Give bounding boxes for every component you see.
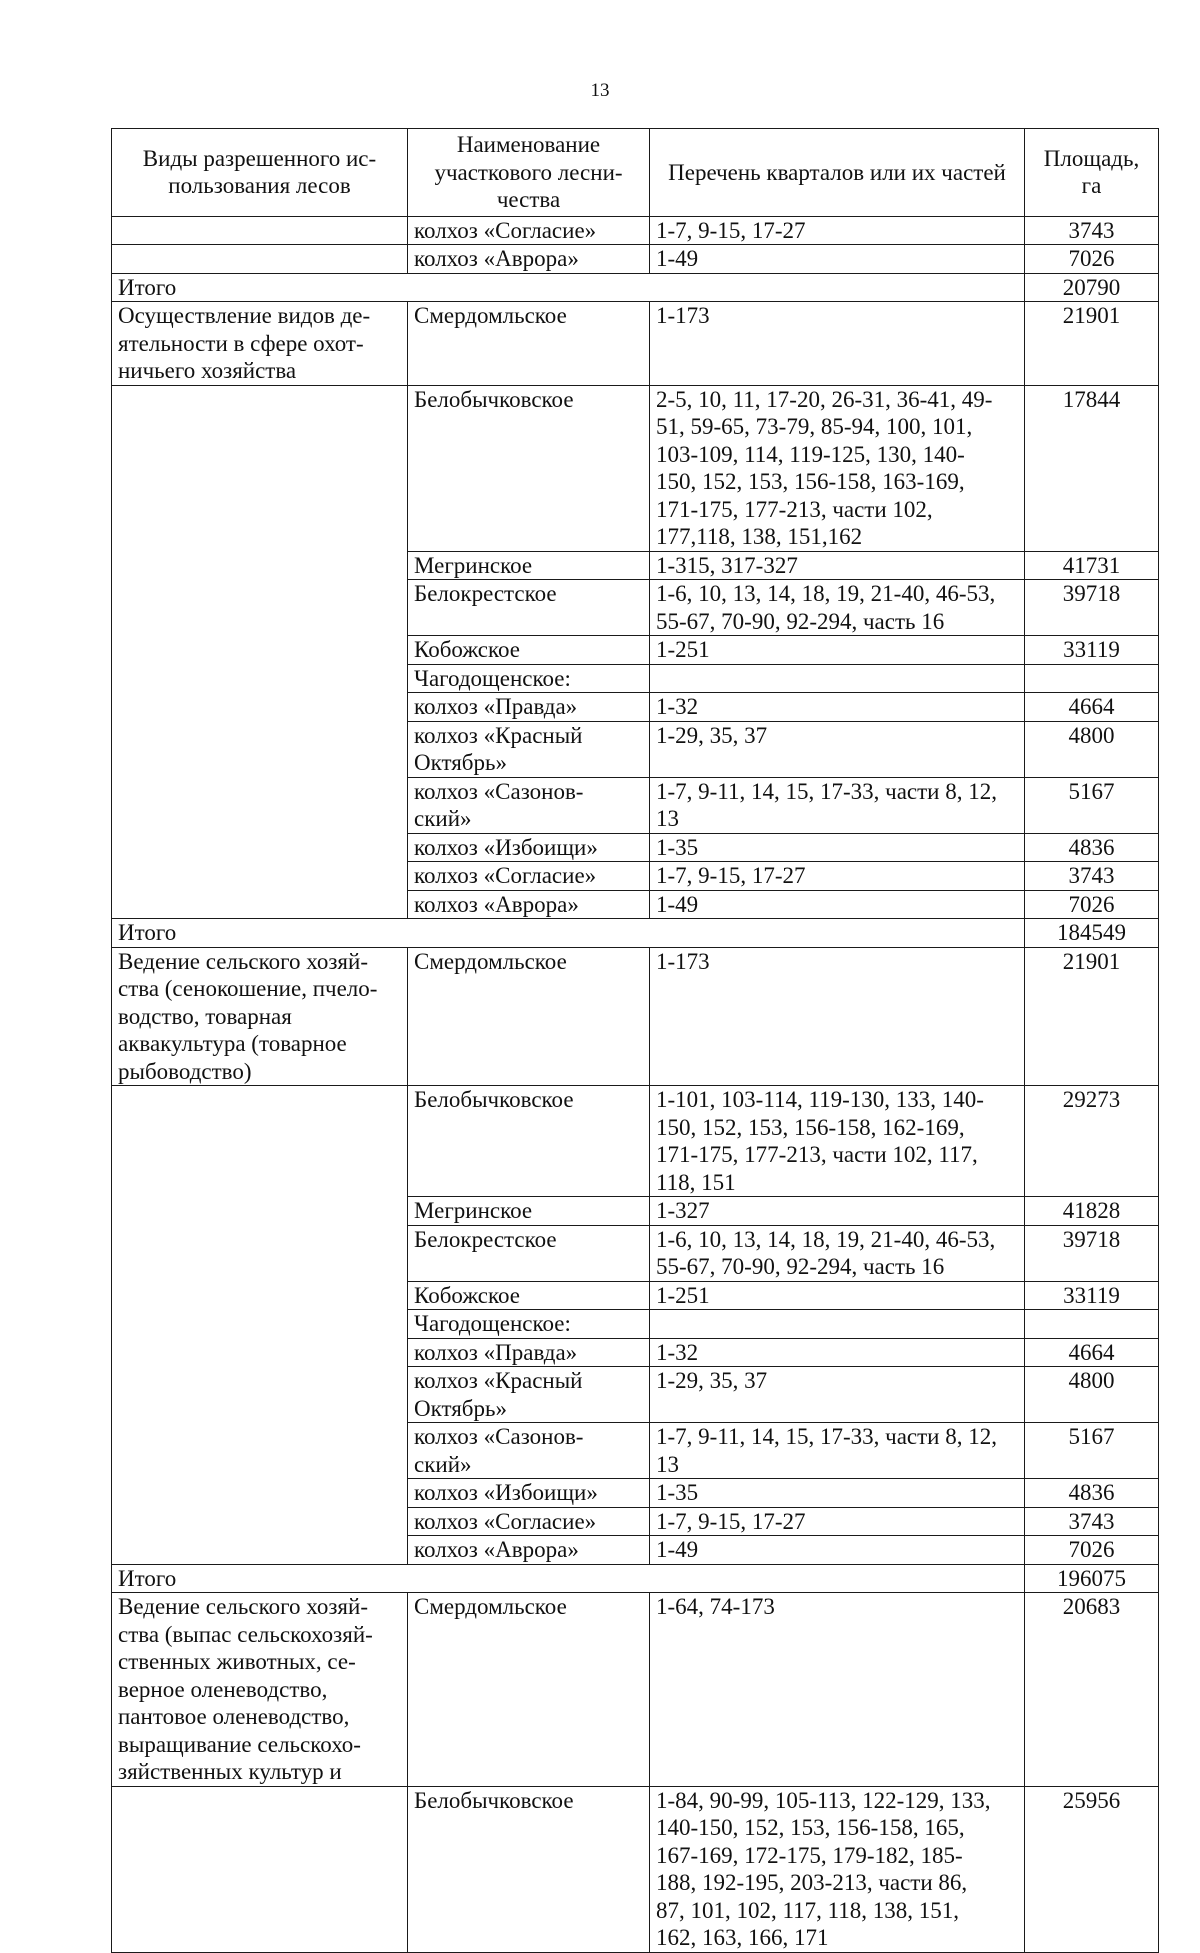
total-label: Итого	[112, 919, 1025, 948]
area-cell: 4800	[1025, 1367, 1159, 1423]
table-row	[112, 833, 1159, 862]
forestry-name-cell: колхоз «Согласие»	[408, 1507, 650, 1536]
table-row	[112, 1536, 1159, 1565]
table-row	[112, 551, 1159, 580]
table-row	[112, 385, 1159, 551]
area-cell	[1025, 664, 1159, 693]
table-body	[112, 216, 1159, 1952]
quarters-cell: 1-29, 35, 37	[650, 1367, 1025, 1423]
use-type-cell	[112, 1197, 408, 1226]
use-type-cell: Ведение сельского хозяй- ства (выпас сельскохозяй- ственных животных, се- верное оленеводство, пантовое оленеводство, выращивание сельскохо- зяйственных культур и	[112, 1593, 408, 1787]
quarters-cell: 1-173	[650, 947, 1025, 1086]
use-type-cell	[112, 385, 408, 551]
forestry-name-cell: колхоз «Красный Октябрь»	[408, 1367, 650, 1423]
use-type-cell	[112, 833, 408, 862]
total-value: 196075	[1025, 1564, 1159, 1593]
use-type-cell	[112, 693, 408, 722]
forestry-name-cell: колхоз «Аврора»	[408, 1536, 650, 1565]
area-cell: 3743	[1025, 216, 1159, 245]
forest-use-table	[111, 128, 1159, 1953]
header-forestry-name: Наименование участкового лесни- чества	[408, 129, 650, 217]
table-row	[112, 1281, 1159, 1310]
use-type-cell	[112, 721, 408, 777]
area-cell: 5167	[1025, 777, 1159, 833]
area-cell: 29273	[1025, 1086, 1159, 1197]
use-type-cell	[112, 1507, 408, 1536]
area-cell: 25956	[1025, 1786, 1159, 1952]
total-label: Итого	[112, 273, 1025, 302]
use-type-cell	[112, 1367, 408, 1423]
forestry-name-cell: Мегринское	[408, 1197, 650, 1226]
area-cell: 39718	[1025, 580, 1159, 636]
quarters-cell: 1-84, 90-99, 105-113, 122-129, 133, 140-150, 152, 153, 156-158, 165, 167-169, 172-175, 179-182, 185- 188, 192-195, 203-213, части 86, 87, 101, 102, 117, 118, 138, 151, 162, 163, 166, 171	[650, 1786, 1025, 1952]
quarters-cell: 1-7, 9-11, 14, 15, 17-33, части 8, 12, 13	[650, 777, 1025, 833]
total-label: Итого	[112, 1564, 1025, 1593]
quarters-cell: 1-49	[650, 1536, 1025, 1565]
quarters-cell: 1-6, 10, 13, 14, 18, 19, 21-40, 46-53, 55-67, 70-90, 92-294, часть 16	[650, 1225, 1025, 1281]
use-type-cell	[112, 664, 408, 693]
use-type-cell	[112, 1338, 408, 1367]
use-type-cell	[112, 1423, 408, 1479]
use-type-cell	[112, 1225, 408, 1281]
table-row	[112, 721, 1159, 777]
area-cell: 33119	[1025, 1281, 1159, 1310]
use-type-cell	[112, 245, 408, 274]
table-row	[112, 1197, 1159, 1226]
header-quarters: Перечень кварталов или их частей	[650, 129, 1025, 217]
area-cell: 21901	[1025, 947, 1159, 1086]
table-row	[112, 664, 1159, 693]
table-row	[112, 1786, 1159, 1952]
use-type-cell	[112, 216, 408, 245]
forestry-name-cell: Смердомльское	[408, 947, 650, 1086]
quarters-cell: 1-327	[650, 1197, 1025, 1226]
area-cell: 4800	[1025, 721, 1159, 777]
table-row	[112, 862, 1159, 891]
use-type-cell	[112, 580, 408, 636]
forestry-name-cell: колхоз «Аврора»	[408, 890, 650, 919]
table-row	[112, 1423, 1159, 1479]
area-cell: 39718	[1025, 1225, 1159, 1281]
forestry-name-cell: Кобожское	[408, 1281, 650, 1310]
quarters-cell	[650, 1310, 1025, 1339]
table-row	[112, 580, 1159, 636]
table-row	[112, 245, 1159, 274]
quarters-cell: 1-29, 35, 37	[650, 721, 1025, 777]
area-cell: 5167	[1025, 1423, 1159, 1479]
forestry-name-cell: Чагодощенское:	[408, 1310, 650, 1339]
use-type-cell	[112, 1479, 408, 1508]
area-cell: 4664	[1025, 1338, 1159, 1367]
area-cell	[1025, 1310, 1159, 1339]
table-row	[112, 1507, 1159, 1536]
quarters-cell: 1-7, 9-11, 14, 15, 17-33, части 8, 12, 13	[650, 1423, 1025, 1479]
quarters-cell: 1-7, 9-15, 17-27	[650, 216, 1025, 245]
quarters-cell: 1-49	[650, 245, 1025, 274]
area-cell: 20683	[1025, 1593, 1159, 1787]
quarters-cell: 1-315, 317-327	[650, 551, 1025, 580]
area-cell: 4664	[1025, 693, 1159, 722]
area-cell: 3743	[1025, 862, 1159, 891]
forestry-name-cell: Чагодощенское:	[408, 664, 650, 693]
use-type-cell	[112, 1786, 408, 1952]
area-cell: 4836	[1025, 1479, 1159, 1508]
use-type-cell	[112, 777, 408, 833]
area-cell: 7026	[1025, 890, 1159, 919]
quarters-cell: 1-7, 9-15, 17-27	[650, 862, 1025, 891]
area-cell: 3743	[1025, 1507, 1159, 1536]
quarters-cell: 2-5, 10, 11, 17-20, 26-31, 36-41, 49- 51, 59-65, 73-79, 85-94, 100, 101, 103-109, 114, 119-125, 130, 140- 150, 152, 153, 156-158, 163-169, 171-175, 177-213, части 102, 177,118, 138, 151,162	[650, 385, 1025, 551]
forestry-name-cell: колхоз «Аврора»	[408, 245, 650, 274]
table-row	[112, 1479, 1159, 1508]
quarters-cell: 1-6, 10, 13, 14, 18, 19, 21-40, 46-53, 55-67, 70-90, 92-294, часть 16	[650, 580, 1025, 636]
forestry-name-cell: колхоз «Красный Октябрь»	[408, 721, 650, 777]
forestry-name-cell: Белобычковское	[408, 1786, 650, 1952]
forestry-name-cell: Белокрестское	[408, 580, 650, 636]
quarters-cell: 1-32	[650, 693, 1025, 722]
forestry-name-cell: колхоз «Сазонов- ский»	[408, 777, 650, 833]
quarters-cell: 1-173	[650, 302, 1025, 386]
area-cell: 7026	[1025, 1536, 1159, 1565]
table-row	[112, 216, 1159, 245]
forestry-name-cell: колхоз «Правда»	[408, 693, 650, 722]
forestry-name-cell: колхоз «Согласие»	[408, 216, 650, 245]
area-cell: 4836	[1025, 833, 1159, 862]
table-row	[112, 1593, 1159, 1787]
forestry-name-cell: Мегринское	[408, 551, 650, 580]
use-type-cell	[112, 1086, 408, 1197]
use-type-cell	[112, 1281, 408, 1310]
use-type-cell	[112, 636, 408, 665]
table-row	[112, 947, 1159, 1086]
use-type-cell	[112, 1536, 408, 1565]
total-value: 184549	[1025, 919, 1159, 948]
table-row	[112, 693, 1159, 722]
quarters-cell	[650, 664, 1025, 693]
table-row	[112, 1086, 1159, 1197]
forestry-name-cell: колхоз «Правда»	[408, 1338, 650, 1367]
quarters-cell: 1-7, 9-15, 17-27	[650, 1507, 1025, 1536]
area-cell: 7026	[1025, 245, 1159, 274]
forestry-name-cell: Белобычковское	[408, 1086, 650, 1197]
total-row	[112, 919, 1159, 948]
area-cell: 33119	[1025, 636, 1159, 665]
header-area: Площадь, га	[1025, 129, 1159, 217]
quarters-cell: 1-101, 103-114, 119-130, 133, 140- 150, 152, 153, 156-158, 162-169, 171-175, 177-213, части 102, 117, 118, 151	[650, 1086, 1025, 1197]
forestry-name-cell: колхоз «Избоищи»	[408, 1479, 650, 1508]
quarters-cell: 1-251	[650, 1281, 1025, 1310]
quarters-cell: 1-49	[650, 890, 1025, 919]
table-row	[112, 1310, 1159, 1339]
forestry-name-cell: колхоз «Согласие»	[408, 862, 650, 891]
forestry-name-cell: колхоз «Сазонов- ский»	[408, 1423, 650, 1479]
forestry-name-cell: Смердомльское	[408, 302, 650, 386]
use-type-cell	[112, 890, 408, 919]
quarters-cell: 1-64, 74-173	[650, 1593, 1025, 1787]
total-value: 20790	[1025, 273, 1159, 302]
area-cell: 41731	[1025, 551, 1159, 580]
area-cell: 17844	[1025, 385, 1159, 551]
table-row	[112, 636, 1159, 665]
forestry-name-cell: Белокрестское	[408, 1225, 650, 1281]
header-use-type: Виды разрешенного ис- пользования лесов	[112, 129, 408, 217]
quarters-cell: 1-32	[650, 1338, 1025, 1367]
use-type-cell: Ведение сельского хозяй- ства (сенокошение, пчело- водство, товарная аквакультура (товарное рыбоводство)	[112, 947, 408, 1086]
quarters-cell: 1-35	[650, 833, 1025, 862]
quarters-cell: 1-251	[650, 636, 1025, 665]
table-row	[112, 1225, 1159, 1281]
use-type-cell: Осуществление видов де- ятельности в сфере охот- ничьего хозяйства	[112, 302, 408, 386]
page-number: 13	[590, 80, 610, 101]
table-header-row	[112, 129, 1159, 217]
forestry-name-cell: Белобычковское	[408, 385, 650, 551]
table-row	[112, 302, 1159, 386]
table-row	[112, 890, 1159, 919]
use-type-cell	[112, 862, 408, 891]
use-type-cell	[112, 551, 408, 580]
table-row	[112, 777, 1159, 833]
area-cell: 41828	[1025, 1197, 1159, 1226]
use-type-cell	[112, 1310, 408, 1339]
forestry-name-cell: колхоз «Избоищи»	[408, 833, 650, 862]
table-row	[112, 1367, 1159, 1423]
quarters-cell: 1-35	[650, 1479, 1025, 1508]
table-row	[112, 1338, 1159, 1367]
forestry-name-cell: Смердомльское	[408, 1593, 650, 1787]
total-row	[112, 1564, 1159, 1593]
forestry-name-cell: Кобожское	[408, 636, 650, 665]
total-row	[112, 273, 1159, 302]
area-cell: 21901	[1025, 302, 1159, 386]
